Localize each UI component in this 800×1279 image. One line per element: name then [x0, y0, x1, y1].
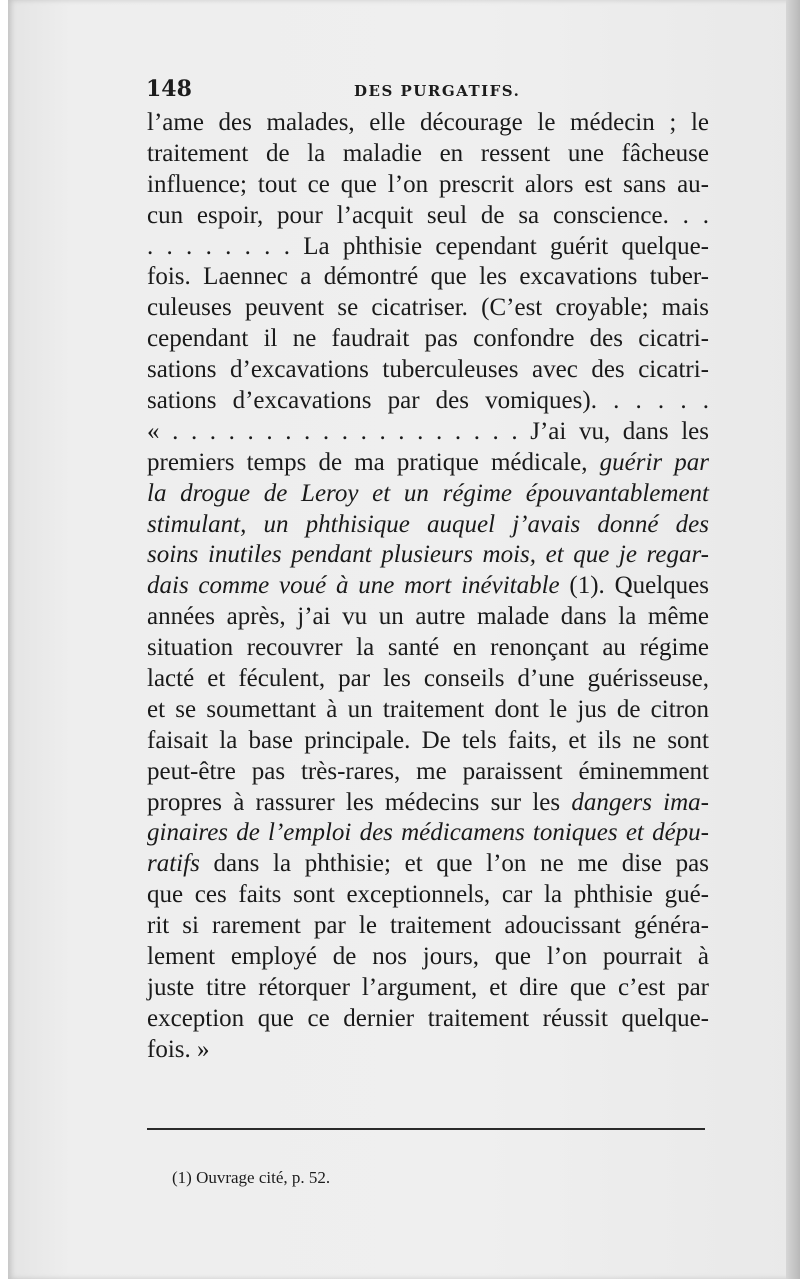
page-number: 148 — [146, 76, 192, 102]
text-line — [147, 324, 709, 355]
text-line — [147, 571, 709, 602]
text-segment: années après, j’ai vu un autre malade dans la même — [147, 603, 709, 631]
italic-segment: la drogue de Leroy et un régime épouvantablement — [147, 479, 709, 507]
text-segment: premiers temps de ma pratique médicale, — [147, 448, 600, 476]
text-line — [147, 880, 709, 911]
italic-segment: ratifs — [147, 850, 200, 878]
text-line — [147, 726, 709, 757]
text-line — [147, 602, 709, 633]
text-line — [147, 232, 709, 263]
text-segment: traitement de la maladie en ressent une fâcheuse — [147, 139, 709, 167]
text-segment: faisait la base principale. De tels faits, et ils ne sont — [147, 726, 709, 754]
text-segment: sations d’excavations tuberculeuses avec des cicatri- — [147, 356, 709, 384]
italic-segment: dangers ima- — [571, 788, 709, 816]
italic-segment: ginaires de l’emploi des médicamens toniques et dépu- — [147, 819, 709, 847]
footnote: (1) Ouvrage cité, p. 52. — [172, 1168, 331, 1187]
text-line — [147, 448, 709, 479]
text-line — [147, 695, 709, 726]
text-line — [147, 170, 709, 201]
text-line — [147, 262, 709, 293]
text-segment: et se soumettant à un traitement dont le jus de citron — [147, 695, 709, 723]
text-line — [147, 108, 709, 139]
text-line — [147, 201, 709, 232]
text-segment: cun espoir, pour l’acquit seul de sa conscience. . . — [147, 201, 709, 229]
text-line — [147, 664, 709, 695]
text-segment: exception que ce dernier traitement réussit quelque- — [147, 1004, 709, 1032]
text-line — [147, 417, 709, 448]
text-segment: cependant il ne faudrait pas confondre des cicatri- — [147, 325, 709, 353]
text-segment: lement employé de nos jours, que l’on pourrait à — [147, 943, 709, 971]
text-line — [147, 293, 709, 324]
page-header — [146, 76, 706, 108]
text-segment: fois. Laennec a démontré que les excavations tuber- — [147, 263, 709, 291]
italic-segment: stimulant, un phthisique auquel j’avais donné des — [147, 510, 709, 538]
page-edge-shadow — [786, 0, 800, 1279]
italic-segment: soins inutiles pendant plusieurs mois, et que je regar- — [147, 541, 709, 569]
text-segment: « . . . . . . . . . . . . . . . . . . . J’ai vu, dans les — [147, 417, 709, 445]
text-line — [147, 479, 709, 510]
text-segment: juste titre rétorquer l’argument, et dire que c’est par — [147, 973, 709, 1001]
text-line — [147, 540, 709, 571]
text-line — [147, 1035, 709, 1066]
text-segment: rit si rarement par le traitement adoucissant généra- — [147, 912, 709, 940]
text-line — [147, 973, 709, 1004]
text-segment: dans la phthisie; et que l’on ne me dise pas — [199, 850, 709, 878]
text-line — [147, 911, 709, 942]
running-head: DES PURGATIFS. — [354, 82, 521, 100]
text-line — [147, 386, 709, 417]
italic-segment: dais comme voué à une mort inévitable — [147, 572, 560, 600]
text-segment: propres à rassurer les médecins sur les — [147, 788, 572, 816]
text-segment: fois. » — [147, 1035, 210, 1063]
text-line — [147, 849, 709, 880]
text-segment: l’ame des malades, elle décourage le médecin ; le — [147, 109, 709, 136]
text-segment: que ces faits sont exceptionnels, car la phthisie gué- — [147, 881, 709, 909]
text-segment: lacté et féculent, par les conseils d’une guérisseuse, — [147, 665, 709, 693]
text-segment: situation recouvrer la santé en renonçant au régime — [147, 634, 709, 662]
text-line — [147, 788, 709, 819]
text-line — [147, 139, 709, 170]
italic-segment: guérir par — [599, 448, 710, 476]
text-segment: sations d’excavations par des vomiques). . . . . . — [147, 387, 709, 415]
text-line — [147, 510, 709, 541]
text-line — [147, 942, 709, 973]
text-segment: . . . . . . . . La phthisie cependant guérit quelque- — [147, 232, 709, 260]
footnote-rule — [147, 1128, 705, 1130]
text-segment: peut-être pas très-rares, me paraissent éminemment — [147, 757, 709, 785]
text-segment: (1). Quelques — [559, 572, 709, 600]
body-text — [147, 108, 709, 1066]
text-line — [147, 818, 709, 849]
text-line — [147, 1004, 709, 1035]
text-line — [147, 355, 709, 386]
text-segment: influence; tout ce que l’on prescrit alors est sans au- — [147, 170, 709, 198]
text-line — [147, 633, 709, 664]
text-line — [147, 757, 709, 788]
text-segment: culeuses peuvent se cicatriser. (C’est croyable; mais — [147, 294, 709, 322]
